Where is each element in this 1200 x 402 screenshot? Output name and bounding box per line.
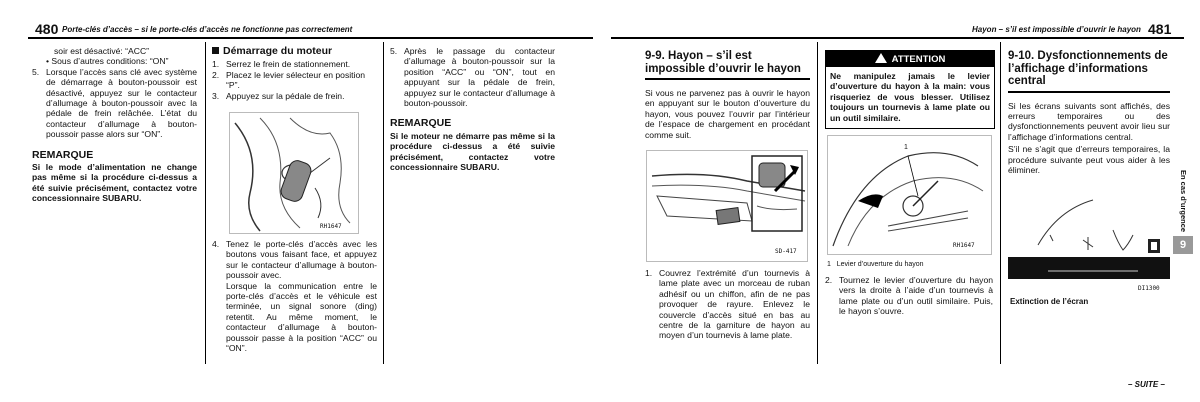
step-2-hayon: 2. Tournez le levier d’ouverture du hayon vers la droite à l’aide d’un tournevis à lame plate ou d’un outil similaire. Puis, le hayon s’ouvre.	[825, 275, 993, 317]
continued-footer: – SUITE –	[1128, 380, 1165, 389]
column-divider	[817, 42, 818, 364]
figure-code: DI1300	[1138, 285, 1160, 292]
heading-rule	[1008, 91, 1170, 93]
access-cover-illustration	[647, 151, 807, 261]
figure-access-cover	[646, 150, 808, 262]
step-1-hayon-block	[645, 268, 810, 341]
column-divider	[383, 42, 384, 364]
figure-push-button	[229, 112, 359, 234]
page-number-right: 481	[1148, 21, 1172, 37]
column-divider	[205, 42, 206, 364]
page-number-left: 480	[35, 21, 59, 37]
paragraph-1: Si les écrans suivants sont affichés, des erreurs temporaires ou des dysfonctionnements peuvent avoir lieu sur l’affichage d’informations central.	[1008, 100, 1170, 142]
step-2-hayon-block	[825, 275, 993, 317]
continued-text: soir est désactivé: “ACC”	[54, 46, 150, 56]
figure-lever	[827, 135, 992, 255]
bullet-item: • Sous d’autres conditions: “ON”	[46, 56, 169, 67]
attention-box	[825, 50, 995, 129]
header-rule-right	[611, 37, 1184, 39]
step-4-block	[212, 239, 377, 353]
section-heading-hayon: 9-9. Hayon – s’il est impossible d’ouvrir le hayon	[645, 50, 801, 75]
heading-rule	[645, 78, 810, 80]
remark-title: REMARQUE	[390, 117, 452, 130]
paragraph-2: S’il ne s’agit que d’erreurs temporaires, la procédure suivante peut vous aider à les éliminer.	[1008, 144, 1170, 175]
step-3: 3. Appuyez sur la pédale de frein.	[212, 90, 345, 101]
remark-text: Si le mode d’alimentation ne change pas même si la procédure ci-dessus a été suivie précisément, contactez votre concessionnaire SUBARU.	[32, 162, 197, 204]
right-col1	[645, 50, 810, 140]
square-bullet-icon	[212, 47, 219, 54]
warning-triangle-icon	[875, 53, 887, 63]
attention-text: Ne manipulez jamais le levier d’ouverture du hayon à la main: vous risqueriez de vous blesser. Utilisez toujours un tournevis à lame plate ou un outil similaire.	[830, 71, 990, 123]
chapter-side-tab	[1173, 170, 1195, 254]
figure-caption-display: Extinction de l’écran	[1010, 297, 1089, 306]
attention-header: ATTENTION	[826, 51, 994, 67]
right-col3	[1008, 50, 1170, 175]
figure-code: RH1647	[953, 242, 975, 249]
step-5-left: 5. Lorsque l’accès sans clé avec système de démarrage à bouton-poussoir est désactivé, appuyez sur le contacteur d’allumage à bouton-poussoir avec la pédale de frein relâchée. L’état du contacteur d’allumage à bouton-poussoir passe alors sur “ON”.	[32, 66, 197, 140]
display-illustration	[1008, 195, 1170, 293]
push-button-illustration	[230, 113, 358, 233]
figure-display	[1008, 195, 1170, 293]
header-rule-left	[28, 37, 593, 39]
figure-caption-lever: 1 Levier d’ouverture du hayon	[827, 261, 924, 268]
intro-text: Si vous ne parvenez pas à ouvrir le hayon en appuyant sur le bouton d’ouverture du hayon, vous pouvez l’ouvrir par l’intérieur de l’espace de chargement en procédant comme suit.	[645, 88, 810, 140]
remark-text: Si le moteur ne démarre pas même si la procédure ci-dessus a été suivie précisément, contactez votre concessionnaire SUBARU.	[390, 130, 555, 173]
lever-illustration	[828, 136, 991, 254]
step-5-engine: 5. Après le passage du contacteur d’allumage à bouton-poussoir sur la position “ACC” ou “ON”, tout en appuyant sur la pédale de frein, appuyez sur le contacteur d’allumage à bouton-poussoir.	[390, 46, 555, 109]
running-title-left: Porte-clés d’accès – si le porte-clés d’accès ne fonctionne pas correctement	[62, 25, 353, 34]
left-col3	[390, 46, 555, 172]
chapter-number-tab: 9	[1173, 236, 1193, 254]
callout-number: 1	[904, 144, 908, 151]
step-1-hayon: 1. Couvrez l’extrémité d’un tournevis à lame plate avec un morceau de ruban adhésif ou un chiffon, afin de ne pas provoquer de rayure. Enlevez le couvercle d’accès situé en bas au centre de la garniture de hayon au moyen d’un tournevis à lame plate.	[645, 268, 810, 341]
left-col2	[212, 46, 377, 101]
left-col1	[32, 46, 197, 204]
column-divider	[1000, 42, 1001, 364]
remark-title: REMARQUE	[32, 148, 94, 161]
step-1: 1. Serrez le frein de stationnement.	[212, 59, 351, 70]
section-heading-engine: Démarrage du moteur	[212, 46, 377, 56]
running-title-right: Hayon – s’il est impossible d’ouvrir le hayon	[972, 25, 1141, 34]
step-4: 4. Tenez le porte-clés d’accès avec les boutons vous faisant face, et appuyez sur le contacteur d’allumage à bouton-poussoir avec. Lorsque la communication entre le porte-clés d’accès et le véhicule est terminée, un signal sonore (ding) retentit. Au même moment, le contacteur d’allumage à bouton-poussoir passe à la position “ACC” ou “ON”.	[212, 239, 377, 354]
figure-code: SD-417	[775, 248, 797, 255]
step-2: 2. Placez le levier sélecteur en position “P”.	[212, 69, 366, 91]
figure-code: RH1647	[320, 223, 342, 230]
chapter-label: En cas d’urgence	[1179, 170, 1188, 233]
section-heading-display: 9-10. Dysfonctionnements de l’affichage d’informations central	[1008, 50, 1168, 87]
